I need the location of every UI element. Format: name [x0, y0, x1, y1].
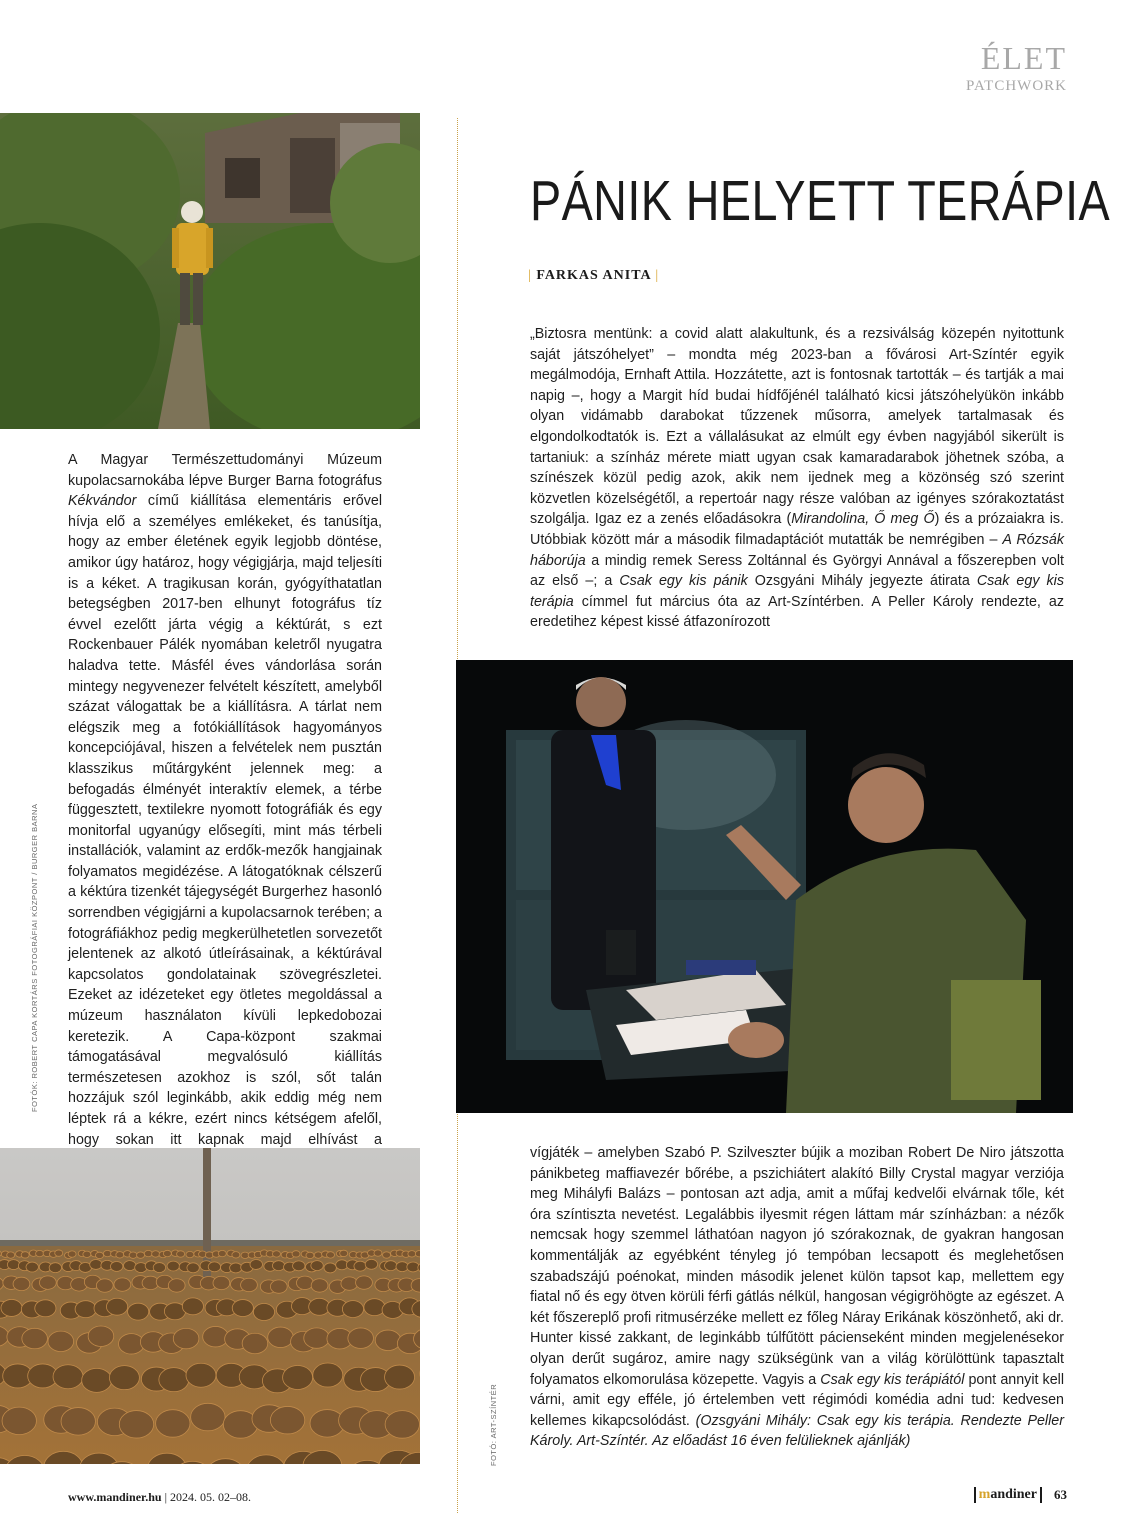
body-top-run: címmel fut március óta az Art-Színtérben. A Peller Károly rendezte, az eredetihez képest kissé átfazonírozott	[530, 593, 1064, 631]
body-top-run: Csak egy kis terápia	[530, 573, 1064, 610]
body-bottom-run: pont annyit kell várni, amit egy efféle, jó értelemben vett régimódi komédia adni tud: kedvesen kellemes kikapcsolódást.	[530, 1371, 1064, 1429]
author-name: FARKAS ANITA	[536, 268, 651, 283]
body-top-run: a mindig remek Seress Zoltánnal és Györgyi Annával a főszerepben volt az első –; a	[530, 552, 1064, 590]
body-bottom-run: vígjáték – amelyben Szabó P. Szilveszter bújik a moziban Robert De Niro játszotta pánikbeteg maffiavezér bőrébe, a pszichiátert alakító Billy Crystal magyar verziója meg Mihályfi Balázs – pontosan azt adja, amit a műfaj kedvelői elvárnak tőle, két óra színtiszta nevetést. Legalábbis ilyesmit régen láttam már színházban: a nézők nemcsak hogy szemmel láthatóan nagyon jó szórakoznak, de gyakran hangosan kommentálják az egyébként tényleg jó tempóban lecsapott és meglehetősen szabadszájú poénokat, minden második jelenet külön tapsot kap, mellettem egy fiatal nő és egy ötven körüli férfi gátlás nélkül, hangosan végigröhögte az egészet. A két főszereplő profi ritmusérzéke mellett ez főleg Náray Erikának köszönhető, aki dr. Hunter kissé zakkant, de leginkább túlfűtött pácienseként minden megjelenésekor olyan derűt sugároz, amire nagy szükségünk van a világ körülöttünk tapasztalt folyamatos elkomorulása közepette. Vagyis a	[530, 1145, 1064, 1388]
body-top-run: Csak egy kis pánik	[619, 573, 748, 590]
footer-site[interactable]: www.mandiner.hu	[68, 1490, 162, 1504]
article-headline: PÁNIK HELYETT TERÁPIA	[530, 169, 1111, 233]
photo-sunflower-field	[0, 1148, 420, 1464]
body-top-run: Ozsgyáni Mihály jegyezte átirata	[747, 573, 977, 590]
footer-left: www.mandiner.hu | 2024. 05. 02–08.	[68, 1490, 251, 1504]
sidebar-text	[68, 450, 382, 1212]
article-body-top	[530, 324, 1064, 633]
body-bottom-run: (Ozsgyáni Mihály: Csak egy kis terápia. Rendezte Peller Károly. Art-Színtér. Az előadást 16 éven felülieknek ajánlják)	[530, 1412, 1064, 1450]
byline-bar-left: |	[528, 268, 532, 283]
byline-bar-right: |	[655, 268, 660, 283]
section-subtitle: PATCHWORK	[966, 78, 1067, 94]
mandiner-logo: mandiner	[974, 1487, 1042, 1503]
footer-right	[974, 1487, 1067, 1503]
body-top-run: A Rózsák háborúja	[530, 531, 1064, 569]
photo-theater-scene	[456, 660, 1073, 1113]
body-top-run: „Biztosra mentünk: a covid alatt alakultunk, és a rezsiválság közepén nyitottunk saját játszóhelyet” – mondta még 2023-ban a fővárosi Art-Színtér egyik megálmodója, Ernhaft Attila. Hozzátette, azt is fontosnak tartották – és tartják a mai napig –, hogy a Margit híd budai hídfőjénél található kicsi játszóhelyükön inkább olyan vidámabb darabokat tűzzenek műsorra, amelyek tartalmasak és elgondolkodtatók is. Ezt a vállalásukat az elmúlt egy évben nagyjából sikerült is tartaniuk: a színház mérete miatt ugyan csak kamaradarabok jöhetnek szóba, a színészek közül pedig azok, akik nem ijednek meg a közönség szó szerint közvetlen közelségétől, a repertoár nagy része valóban az igényes szórakoztatást szolgálja. Igaz ez a zenés előadásokra (	[530, 326, 1064, 528]
sidebar-text-run: A Magyar Természettudományi Múzeum kupolacsarnokába lépve Burger Barna fotográfus	[68, 452, 382, 489]
article-photo-credit: FOTÓ: ART-SZÍNTÉR	[489, 1383, 498, 1466]
body-top-run: Mirandolina, Ő meg Ő	[791, 511, 935, 528]
section-title: ÉLET	[980, 40, 1067, 76]
page-number: 63	[1054, 1487, 1067, 1502]
body-bottom-run: Csak egy kis terápiától	[820, 1371, 965, 1388]
sidebar-text-run: Kékvándor	[68, 493, 137, 510]
article-body-bottom	[530, 1143, 1064, 1452]
sidebar-photo-credit: FOTÓK: ROBERT CAPA KORTÁRS FOTOGRÁFIAI KÖZPONT / BURGER BARNA	[30, 803, 39, 1112]
byline	[528, 268, 659, 284]
footer-date: 2024. 05. 02–08.	[170, 1490, 251, 1504]
photo-man-on-path	[0, 113, 420, 429]
body-top-run: ) és a prózaiakra is. Utóbbiak között már a második filmadaptációt mutatták be nemrégiben –	[530, 511, 1064, 548]
sidebar-text-run: című kiállítása elementáris erővel hívja elő a személyes emlékeket, és tanúsítja, hogy az ember életének egyik legjobb döntése, amikor úgy határoz, hogy végigjárja, majd teljesíti is a kéket. A tragikusan korán, gyógyíthatatlan betegségben 2017-ben elhunyt fotográfus tíz évvel ezelőtt járta végig a kéktúrát, s ezt Rockenbauer Pálék nyomában keletről nyugatra haladva tette. Másfél éves vándorlása során mintegy negyvenezer felvételt készített, amelyből százat válogattak be a kiállításra. A tárlat nem elégszik meg a fotókiállítások hagyományos koncepciójával, hiszen a felvételek nem pusztán klasszikus műtárgyként jelennek meg: a befogadás élményét interaktív elemek, a térbe függesztett, textilekre nyomott fotográfiák és egy monitorfal ugyanúgy elősegíti, mint más térbeli installációk, valamint az erdők-mezők hangjainak folyamatos megidézése. A látogatóknak célszerű a kéktúra tizenkét tájegységét Burgerhez hasonló sorrendben végigjárni a kupolacsarnok terében; a fotográfiákhoz pedig megkerülhetetlen sorvezetőt jelentenek az alkotó útleírásainak, a kéktúrával kapcsolatos gondolatainak szövegrészletei. Ezeket az idézeteket egy ötletes megoldással a múzeum használaton kívüli lepkedobozai keretezik. A Capa-központ szakmai támogatásával megvalósuló kiállítás természetesen azokhoz is szól, sőt talán hozzájuk szól leginkább, akik eddig még nem léptek rá a kékre, ezért nincs kétségem afelől, hogy sokan itt kapnak majd elhívást a	[68, 493, 382, 1148]
